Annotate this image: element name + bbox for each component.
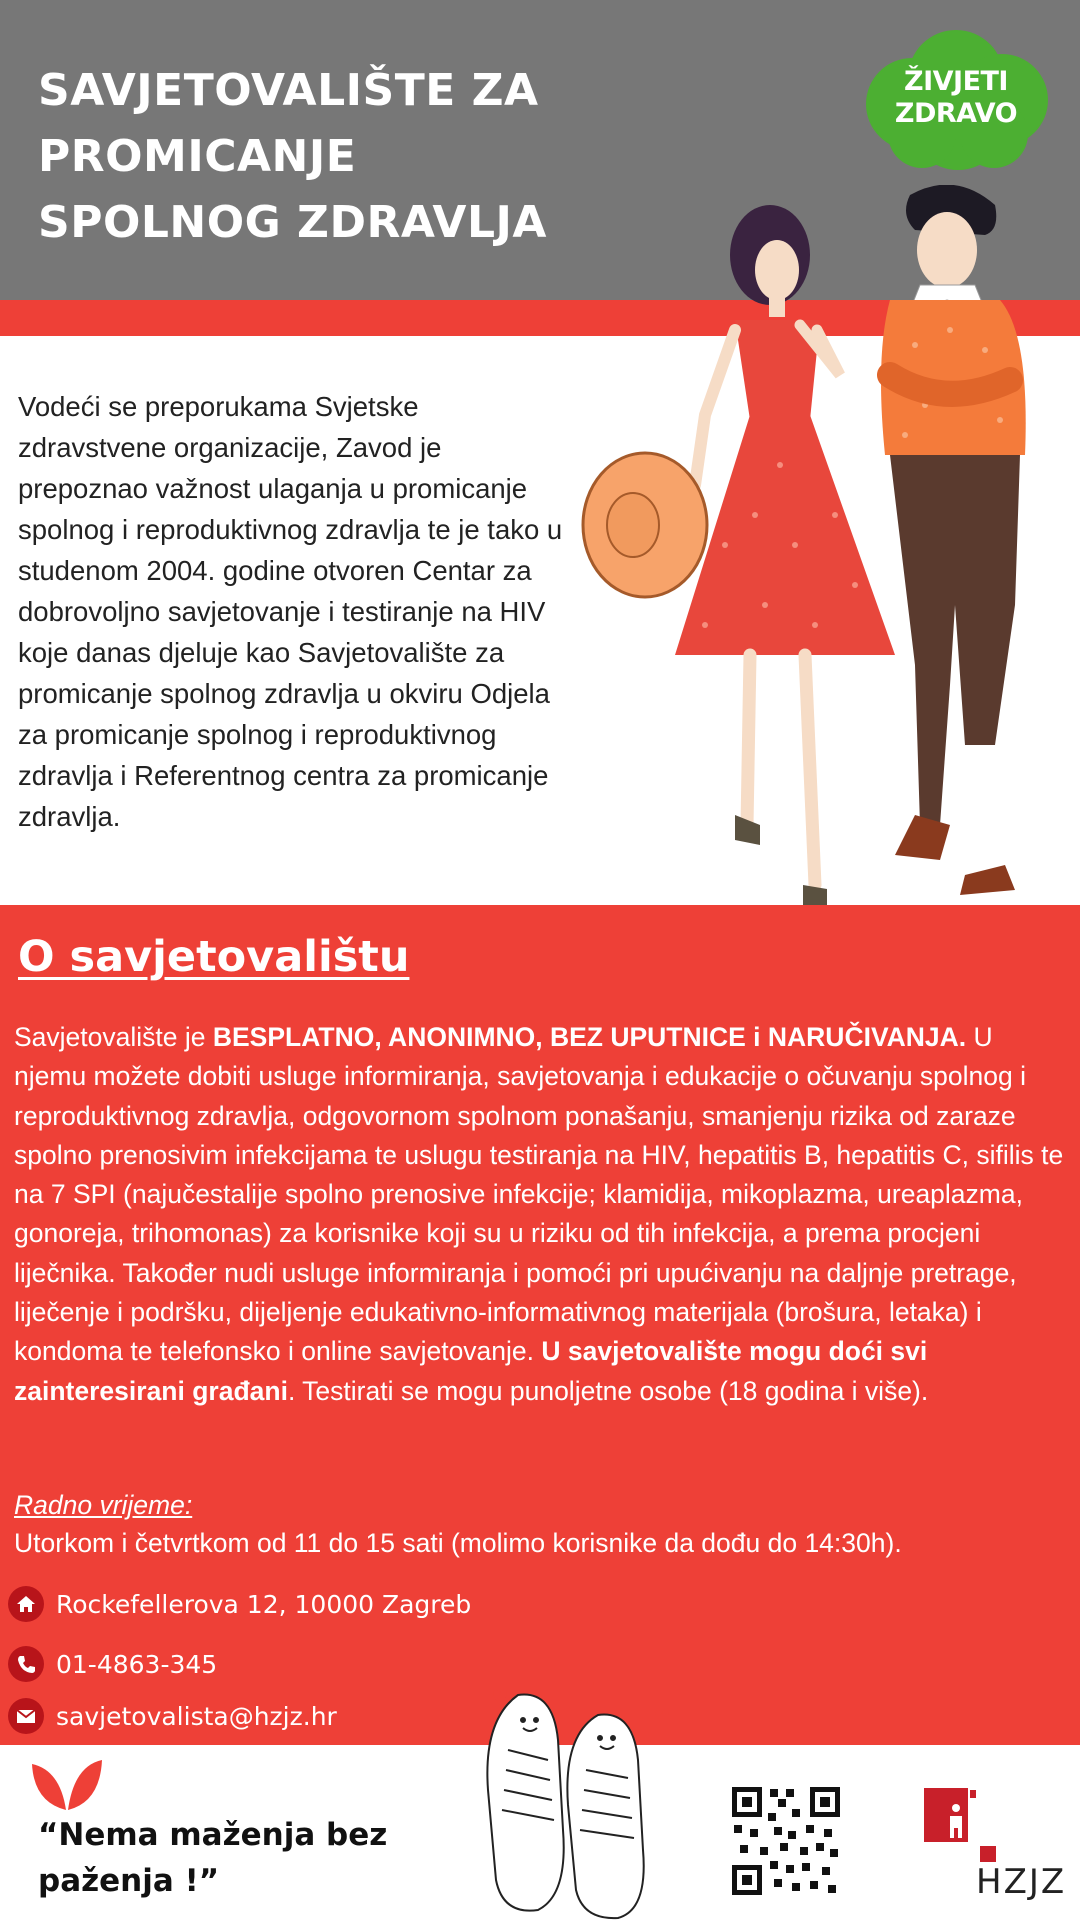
about-bold-2: U savjetovalište mogu doći svi zainteresirani građani: [14, 1336, 928, 1406]
page-title: [38, 58, 598, 256]
man-shoe-right: [960, 865, 1015, 895]
man-pants: [890, 455, 1020, 825]
about-paragraph: [14, 1018, 1069, 1411]
title-line-1: SAVJETOVALIŠTE ZA: [38, 65, 539, 116]
address-text: Rockefellerova 12, 10000 Zagreb: [56, 1589, 472, 1619]
title-line-2: PROMICANJE: [38, 131, 357, 182]
mail-icon: [8, 1698, 44, 1734]
qr-code[interactable]: [730, 1785, 842, 1897]
leaf-icon: [30, 1752, 104, 1812]
contact-email: [8, 1696, 337, 1736]
contact-address: [8, 1584, 471, 1624]
slogan-line-2: paženja !”: [38, 1863, 220, 1899]
email-text[interactable]: savjetovalista@hzjz.hr: [56, 1701, 337, 1731]
title-line-3: SPOLNOG ZDRAVLJA: [38, 197, 547, 248]
logo-line-1: ŽIVJETI: [904, 66, 1008, 97]
intro-paragraph: Vodeći se preporukama Svjetske zdravstvene organizacije, Zavod je prepoznao važnost ulaganja u promicanje spolnog i reproduktivnog zdravlja te je tako u studenom 2004. godine otvoren Centar za dobrovoljno savjetovanje i testiranje na HIV koje danas djeluje kao Savjetovalište za promicanje spolnog zdravlja u okviru Odjela za promicanje spolnog i reproduktivnog zdravlja i Referentnog centra za promicanje zdravlja.: [18, 391, 563, 832]
about-text-1: Savjetovalište je: [14, 1022, 213, 1052]
couple-illustration: [555, 185, 1080, 905]
hzjz-logo: [918, 1778, 1068, 1908]
hzjz-logo-text: HZJZ: [976, 1862, 1067, 1902]
phone-text[interactable]: 01-4863-345: [56, 1649, 218, 1679]
home-icon: [8, 1586, 44, 1622]
hzjz-logo-mark: [918, 1778, 1068, 1862]
about-text-2: U njemu možete dobiti usluge informiranja, savjetovanja i edukacije o očuvanju spolnog i reproduktivnog zdravlja, odgovornom spolnom ponašanju, smanjenju rizika od zaraze spolno prenosivim infekcijama te uslugu testiranja na HIV, hepatitis B, hepatitis C, sifilis te na 7 SPI (najučestalije spolno prenosive infekcije; klamidija, mikoplazma, ureaplazma, gonoreja, trihomonas) za korisnike koji su u riziku od tih infekcija, a prema procjeni liječnika. Također nudi usluge informiranja i pomoći pri upućivanju na daljnje pretrage, liječenje i podršku, dijeljenje edukativno-informativnog materijala (brošura, letaka) i kondoma te telefonsko i online savjetovanje.: [14, 1022, 1064, 1367]
about-text-3: . Testirati se mogu punoljetne osobe (18 godina i više).: [287, 1375, 929, 1406]
sneakers-illustration: [468, 1680, 678, 1920]
logo-line-2: ZDRAVO: [894, 98, 1018, 129]
slogan: [38, 1812, 387, 1904]
slogan-line-1: “Nema maženja bez: [38, 1817, 388, 1853]
section-title-about: O savjetovalištu: [18, 932, 410, 982]
man-face: [917, 212, 977, 288]
zivjeti-zdravo-logo: [862, 26, 1050, 172]
phone-icon: [8, 1646, 44, 1682]
about-bold-1: BESPLATNO, ANONIMNO, BEZ UPUTNICE i NARUČIVANJA.: [212, 1022, 967, 1052]
woman-shoe-right: [803, 885, 827, 905]
working-hours-text: Utorkom i četvrtkom od 11 do 15 sati (molimo korisnike da dođu do 14:30h).: [14, 1528, 902, 1558]
woman-face: [755, 240, 799, 300]
working-hours-label: Radno vrijeme:: [14, 1490, 193, 1520]
contact-phone: [8, 1644, 217, 1684]
woman-dress-skirt: [675, 415, 895, 655]
man-shoe-left: [895, 815, 950, 860]
